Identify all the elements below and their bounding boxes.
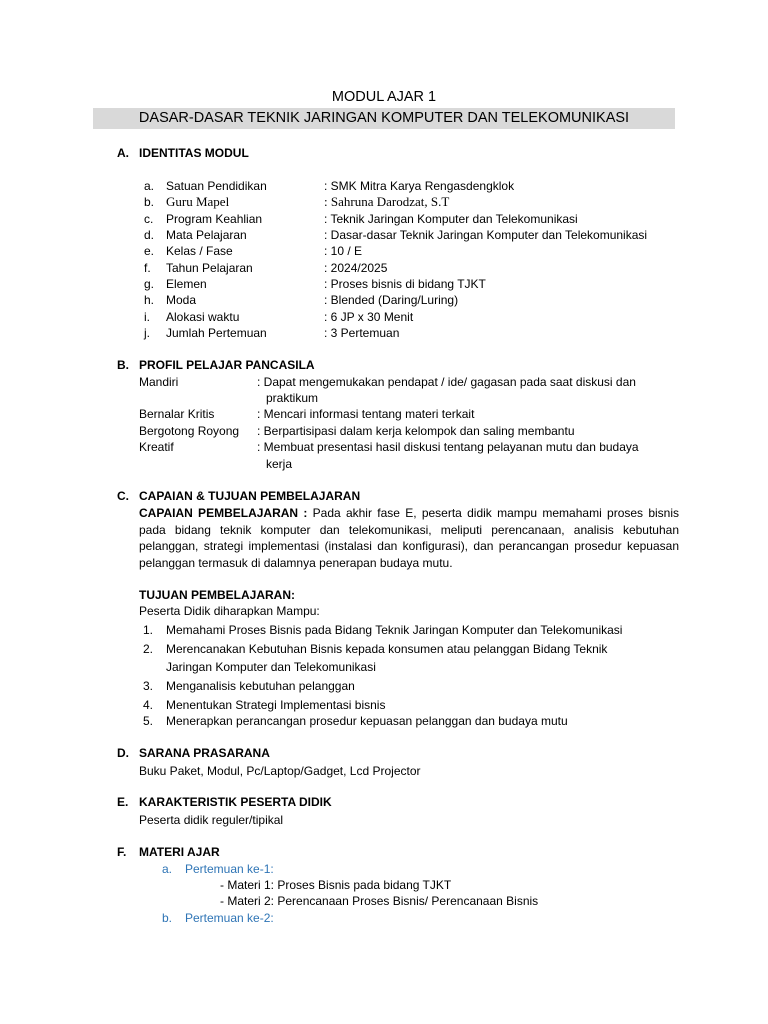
identitas-value: : 10 / E <box>324 244 363 258</box>
section-d-heading: D. SARANA PRASARANA <box>117 746 270 760</box>
profil-value: : Mencari informasi tentang materi terkait <box>257 407 475 421</box>
pertemuan-marker: a. <box>162 862 173 876</box>
identitas-marker: b. <box>144 195 155 209</box>
identitas-marker: i. <box>144 310 150 324</box>
identitas-label: Satuan Pendidikan <box>166 179 267 193</box>
identitas-marker: c. <box>144 212 154 226</box>
profil-label: Bernalar Kritis <box>139 407 215 421</box>
identitas-value: : Sahruna Darodzat, S.T <box>324 194 450 209</box>
identitas-marker: j. <box>144 326 150 340</box>
profil-value-cont: praktikum <box>266 391 319 405</box>
identitas-label: Elemen <box>166 277 207 291</box>
tujuan-item: Merencanakan Kebutuhan Bisnis kepada konsumen atau pelanggan Bidang Teknik <box>166 642 608 656</box>
tujuan-item-cont: Jaringan Komputer dan Telekomunikasi <box>166 660 376 674</box>
tujuan-number: 3. <box>143 679 154 693</box>
identitas-label: Kelas / Fase <box>166 244 233 258</box>
profil-label: Mandiri <box>139 375 179 389</box>
sarana-text: Buku Paket, Modul, Pc/Laptop/Gadget, Lcd Projector <box>139 764 421 778</box>
identitas-value: : 6 JP x 30 Menit <box>324 310 414 324</box>
identitas-marker: e. <box>144 244 155 258</box>
capaian-text: Pada akhir fase E, peserta didik mampu memahami proses bisnis pada bidang teknik komputer dan telekomunikasi, meliputi perencanaan, analisis kebutuhan pelanggan, strategi implementasi (instalasi dan konfigurasi), dan perancangan prosedur kepuasan pelanggan termasuk di dalamnya penerapan budaya mutu. <box>139 506 679 570</box>
identitas-value: : SMK Mitra Karya Rengasdengklok <box>324 179 515 193</box>
profil-value-cont: kerja <box>266 457 293 471</box>
identitas-label: Mata Pelajaran <box>166 228 247 242</box>
capaian-paragraph <box>139 505 679 571</box>
section-b-heading: B. PROFIL PELAJAR PANCASILA <box>117 358 315 372</box>
identitas-marker: f. <box>144 261 151 275</box>
tujuan-item: Menerapkan perancangan prosedur kepuasan pelanggan dan budaya mutu <box>166 714 568 728</box>
tujuan-number: 4. <box>143 698 154 712</box>
profil-value: : Berpartisipasi dalam kerja kelompok dan saling membantu <box>257 424 575 438</box>
tujuan-item: Menganalisis kebutuhan pelanggan <box>166 679 355 693</box>
materi-item: - Materi 2: Perencanaan Proses Bisnis/ Perencanaan Bisnis <box>220 894 539 908</box>
identitas-label: Alokasi waktu <box>166 310 240 324</box>
identitas-value: : Blended (Daring/Luring) <box>324 293 459 307</box>
identitas-marker: h. <box>144 293 155 307</box>
profil-label: Bergotong Royong <box>139 424 240 438</box>
profil-label: Kreatif <box>139 440 174 454</box>
section-f-heading: F. MATERI AJAR <box>117 845 220 859</box>
tujuan-item: Menentukan Strategi Implementasi bisnis <box>166 698 386 712</box>
pertemuan-1-label: Pertemuan ke-1: <box>185 862 274 876</box>
identitas-marker: a. <box>144 179 155 193</box>
tujuan-label: TUJUAN PEMBELAJARAN: <box>139 588 296 602</box>
identitas-marker: d. <box>144 228 155 242</box>
section-e-heading: E. KARAKTERISTIK PESERTA DIDIK <box>117 795 332 809</box>
identitas-value: : Teknik Jaringan Komputer dan Telekomunikasi <box>324 212 578 226</box>
identitas-value: : Dasar-dasar Teknik Jaringan Komputer dan Telekomunikasi <box>324 228 648 242</box>
identitas-label: Guru Mapel <box>166 194 230 209</box>
profil-value: : Membuat presentasi hasil diskusi tentang pelayanan mutu dan budaya <box>257 440 639 454</box>
profil-value: : Dapat mengemukakan pendapat / ide/ gagasan pada saat diskusi dan <box>257 375 636 389</box>
tujuan-intro: Peserta Didik diharapkan Mampu: <box>139 604 320 618</box>
identitas-marker: g. <box>144 277 155 291</box>
karakteristik-text: Peserta didik reguler/tipikal <box>139 813 284 827</box>
section-c-heading: C. CAPAIAN & TUJUAN PEMBELAJARAN <box>117 489 361 503</box>
identitas-label: Moda <box>166 293 197 307</box>
identitas-label: Tahun Pelajaran <box>166 261 253 275</box>
identitas-value: : Proses bisnis di bidang TJKT <box>324 277 486 291</box>
module-title: MODUL AJAR 1 <box>331 89 437 105</box>
pertemuan-marker: b. <box>162 911 173 925</box>
tujuan-number: 1. <box>143 623 154 637</box>
capaian-label: CAPAIAN PEMBELAJARAN : <box>139 506 308 520</box>
tujuan-number: 2. <box>143 642 154 656</box>
identitas-label: Jumlah Pertemuan <box>166 326 267 340</box>
identitas-value: : 3 Pertemuan <box>324 326 400 340</box>
tujuan-number: 5. <box>143 714 154 728</box>
pertemuan-2-label: Pertemuan ke-2: <box>185 911 274 925</box>
module-subtitle: DASAR-DASAR TEKNIK JARINGAN KOMPUTER DAN TELEKOMUNIKASI <box>138 110 630 126</box>
identitas-value: : 2024/2025 <box>324 261 388 275</box>
section-a-heading: A. IDENTITAS MODUL <box>117 146 249 160</box>
tujuan-item: Memahami Proses Bisnis pada Bidang Teknik Jaringan Komputer dan Telekomunikasi <box>166 623 623 637</box>
identitas-label: Program Keahlian <box>166 212 263 226</box>
materi-item: - Materi 1: Proses Bisnis pada bidang TJKT <box>220 878 452 892</box>
